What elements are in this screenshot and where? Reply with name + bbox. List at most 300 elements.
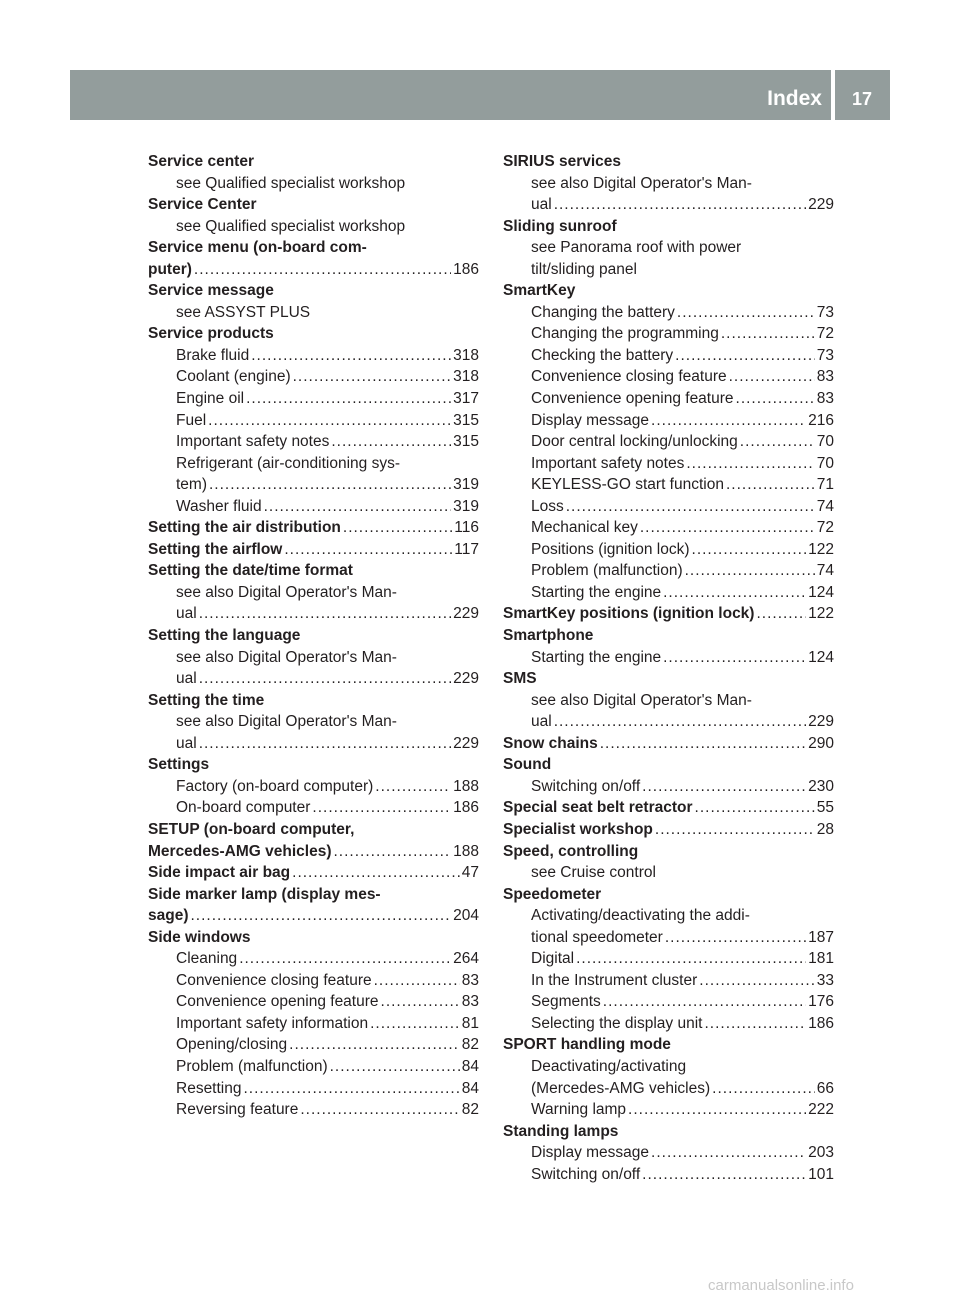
entry-text: Mechanical key: [531, 519, 638, 537]
index-entry: [503, 754, 834, 776]
index-subentry: [503, 453, 834, 475]
index-entry: [148, 819, 479, 841]
index-subentry: [503, 711, 834, 733]
entry-text: ual: [176, 670, 197, 688]
entry-text: Sound: [503, 756, 552, 774]
entry-text: Starting the engine: [531, 583, 662, 601]
leader-dots: [628, 1099, 806, 1121]
entry-text: Speed, controlling: [503, 842, 639, 860]
page-reference[interactable]: 229: [808, 196, 834, 214]
index-entry: [148, 151, 479, 173]
entry-text: SmartKey positions (ignition lock): [503, 605, 755, 623]
page-reference[interactable]: 204: [453, 907, 479, 925]
leader-dots: [334, 841, 452, 863]
index-entry: [503, 1121, 834, 1143]
index-subentry: [503, 345, 834, 367]
index-subentry: [148, 668, 479, 690]
entry-text: ual: [531, 196, 552, 214]
entry-text: Digital: [531, 950, 575, 968]
entry-text: see also Digital Operator's Man-: [531, 174, 752, 192]
page-reference[interactable]: 188: [453, 842, 479, 860]
leader-dots: [640, 517, 815, 539]
index-subentry: [148, 1078, 479, 1100]
entry-text: see ASSYST PLUS: [176, 303, 311, 321]
index-subentry: [503, 1056, 834, 1078]
leader-dots: [199, 668, 451, 690]
entry-text: Important safety information: [176, 1014, 369, 1032]
page-reference[interactable]: 84: [461, 1079, 479, 1097]
leader-dots: [251, 345, 451, 367]
entry-text: Switching on/off: [531, 777, 641, 795]
index-subentry: [148, 948, 479, 970]
index-subentry: [503, 647, 834, 669]
index-subentry: [503, 366, 834, 388]
index-subentry: [148, 1034, 479, 1056]
index-subentry: [148, 302, 479, 324]
index-entry: [148, 323, 479, 345]
leader-dots: [199, 603, 451, 625]
page-reference[interactable]: 71: [816, 476, 834, 494]
entry-text: see Qualified specialist workshop: [176, 217, 406, 235]
leader-dots: [293, 366, 452, 388]
page-reference[interactable]: 47: [461, 864, 479, 882]
index-subentry: [148, 173, 479, 195]
entry-text: Warning lamp: [531, 1101, 627, 1119]
index-subentry: [503, 1099, 834, 1121]
leader-dots: [194, 259, 451, 281]
index-subentry: [503, 431, 834, 453]
page-reference[interactable]: 82: [461, 1036, 479, 1054]
index-subentry: [148, 388, 479, 410]
page-reference[interactable]: 73: [816, 303, 834, 321]
leader-dots: [576, 948, 806, 970]
index-subentry: [503, 862, 834, 884]
leader-dots: [239, 948, 451, 970]
page-reference[interactable]: 186: [453, 799, 479, 817]
entry-text: Problem (malfunction): [176, 1057, 328, 1075]
index-subentry: [503, 474, 834, 496]
leader-dots: [695, 797, 815, 819]
page-reference[interactable]: 187: [808, 928, 834, 946]
entry-text: Fuel: [176, 411, 207, 429]
page-reference[interactable]: 176: [808, 993, 834, 1011]
index-subentry: [148, 410, 479, 432]
page-reference[interactable]: 124: [808, 583, 834, 601]
page-reference[interactable]: 70: [816, 454, 834, 472]
page-reference[interactable]: 229: [453, 734, 479, 752]
page-reference[interactable]: 319: [453, 497, 479, 515]
index-subentry: [148, 970, 479, 992]
entry-text: Special seat belt retractor: [503, 799, 693, 817]
index-entry: [503, 216, 834, 238]
leader-dots: [692, 539, 807, 561]
entry-text: Setting the air distribution: [148, 519, 341, 537]
entry-text: Speedometer: [503, 885, 602, 903]
entry-text: Standing lamps: [503, 1122, 619, 1140]
page-number: 17: [851, 89, 872, 109]
page-reference[interactable]: 124: [808, 648, 834, 666]
entry-text: Selecting the display unit: [531, 1014, 703, 1032]
page-reference[interactable]: 318: [453, 368, 479, 386]
entry-text: Important safety notes: [176, 433, 330, 451]
page-reference[interactable]: 315: [453, 433, 479, 451]
entry-text: On-board computer: [176, 799, 311, 817]
leader-dots: [208, 410, 451, 432]
page-reference[interactable]: 203: [808, 1144, 834, 1162]
index-subentry: [148, 366, 479, 388]
page-reference[interactable]: 181: [808, 950, 834, 968]
entry-text: Activating/deactivating the addi-: [531, 907, 750, 925]
entry-text: Door central locking/unlocking: [531, 433, 738, 451]
page-reference[interactable]: 83: [816, 390, 834, 408]
entry-text: Brake fluid: [176, 346, 250, 364]
entry-text: Switching on/off: [531, 1165, 641, 1183]
index-entry: [148, 625, 479, 647]
entry-text: Service message: [148, 282, 274, 300]
index-subentry: [503, 776, 834, 798]
index-subentry: [503, 1013, 834, 1035]
entry-text: Specialist workshop: [503, 820, 653, 838]
index-subentry: [503, 970, 834, 992]
entry-text: Setting the airflow: [148, 540, 283, 558]
page-reference[interactable]: 186: [808, 1014, 834, 1032]
index-entry: [503, 841, 834, 863]
entry-text: see also Digital Operator's Man-: [531, 691, 752, 709]
page-reference[interactable]: 188: [453, 777, 479, 795]
entry-text: Mercedes-AMG vehicles): [148, 842, 332, 860]
entry-text: see also Digital Operator's Man-: [176, 648, 397, 666]
index-subentry: [148, 216, 479, 238]
leader-dots: [686, 453, 814, 475]
leader-dots: [642, 1164, 806, 1186]
entry-text: see also Digital Operator's Man-: [176, 713, 397, 731]
entry-text: SPORT handling mode: [503, 1036, 671, 1054]
entry-text: Factory (on-board computer): [176, 777, 374, 795]
index-subentry: [503, 1164, 834, 1186]
leader-dots: [685, 560, 815, 582]
header-bar: [70, 70, 890, 120]
leader-dots: [642, 776, 806, 798]
page-reference[interactable]: 74: [816, 497, 834, 515]
index-subentry: [503, 237, 834, 259]
leader-dots: [300, 1099, 459, 1121]
leader-dots: [651, 1142, 806, 1164]
index-entry: [148, 560, 479, 582]
entry-text: Reversing feature: [176, 1101, 299, 1119]
leader-dots: [663, 582, 806, 604]
entry-text: Refrigerant (air-conditioning sys-: [176, 454, 400, 472]
entry-text: tem): [176, 476, 207, 494]
header-divider: [831, 70, 835, 120]
entry-text: Loss: [531, 497, 564, 515]
entry-text: Important safety notes: [531, 454, 685, 472]
index-column-right: [503, 151, 834, 1185]
leader-dots: [699, 970, 814, 992]
leader-dots: [330, 1056, 460, 1078]
leader-dots: [243, 1078, 459, 1100]
entry-text: Segments: [531, 993, 601, 1011]
leader-dots: [381, 991, 460, 1013]
index-subentry: [503, 259, 834, 281]
index-subentry: [148, 647, 479, 669]
index-subentry: [503, 539, 834, 561]
entry-text: Setting the language: [148, 627, 301, 645]
entry-text: Display message: [531, 1144, 650, 1162]
entry-text: ual: [176, 734, 197, 752]
entry-text: Positions (ignition lock): [531, 540, 690, 558]
index-subentry: [148, 776, 479, 798]
page-reference[interactable]: 55: [816, 799, 834, 817]
index-subentry: [148, 474, 479, 496]
leader-dots: [756, 603, 806, 625]
page-reference[interactable]: 28: [816, 820, 834, 838]
entry-text: Cleaning: [176, 950, 238, 968]
index-subentry: [148, 582, 479, 604]
index-entry: [503, 884, 834, 906]
entry-text: In the Instrument cluster: [531, 971, 698, 989]
page-reference[interactable]: 33: [816, 971, 834, 989]
leader-dots: [292, 862, 460, 884]
page-reference[interactable]: 317: [453, 390, 479, 408]
entry-text: see also Digital Operator's Man-: [176, 583, 397, 601]
entry-text: tilt/sliding panel: [531, 260, 637, 278]
leader-dots: [566, 496, 815, 518]
entry-text: SMS: [503, 670, 537, 688]
index-entry: [503, 733, 834, 755]
index-entry: [503, 151, 834, 173]
page-reference[interactable]: 122: [808, 540, 834, 558]
entry-text: Starting the engine: [531, 648, 662, 666]
entry-text: Resetting: [176, 1079, 242, 1097]
entry-text: Snow chains: [503, 734, 598, 752]
leader-dots: [343, 517, 452, 539]
entry-text: Sliding sunroof: [503, 217, 617, 235]
index-subentry: [148, 733, 479, 755]
index-entry: [503, 603, 834, 625]
entry-text: Settings: [148, 756, 210, 774]
page-reference[interactable]: 83: [816, 368, 834, 386]
entry-text: Setting the time: [148, 691, 265, 709]
index-subentry: [503, 690, 834, 712]
entry-text: Convenience opening feature: [176, 993, 379, 1011]
index-entry: [503, 819, 834, 841]
index-subentry: [503, 410, 834, 432]
leader-dots: [721, 323, 815, 345]
leader-dots: [712, 1078, 815, 1100]
entry-text: Problem (malfunction): [531, 562, 683, 580]
entry-text: Service products: [148, 325, 274, 343]
index-entry: [148, 905, 479, 927]
index-entry: [503, 668, 834, 690]
leader-dots: [289, 1034, 460, 1056]
entry-text: tional speedometer: [531, 928, 663, 946]
page-reference[interactable]: 116: [454, 519, 479, 537]
leader-dots: [600, 733, 806, 755]
entry-text: Engine oil: [176, 390, 245, 408]
entry-text: Changing the programming: [531, 325, 719, 343]
page-reference[interactable]: 264: [453, 950, 479, 968]
index-subentry: [148, 1056, 479, 1078]
leader-dots: [331, 431, 451, 453]
entry-text: sage): [148, 907, 189, 925]
leader-dots: [736, 388, 815, 410]
leader-dots: [704, 1013, 806, 1035]
leader-dots: [677, 302, 815, 324]
page-reference[interactable]: 72: [816, 519, 834, 537]
page-reference[interactable]: 186: [453, 260, 479, 278]
index-subentry: [503, 496, 834, 518]
index-entry: [148, 517, 479, 539]
index-entry: [503, 797, 834, 819]
index-entry: [503, 1034, 834, 1056]
entry-text: Washer fluid: [176, 497, 262, 515]
section-title: Index: [767, 87, 822, 110]
index-subentry: [503, 927, 834, 949]
page-reference[interactable]: 122: [808, 605, 834, 623]
entry-text: KEYLESS-GO start function: [531, 476, 724, 494]
index-entry: [148, 259, 479, 281]
entry-text: Opening/closing: [176, 1036, 288, 1054]
leader-dots: [374, 970, 460, 992]
page-reference[interactable]: 73: [816, 346, 834, 364]
entry-text: Deactivating/activating: [531, 1057, 687, 1075]
index-subentry: [148, 453, 479, 475]
entry-text: Changing the battery: [531, 303, 675, 321]
page-reference[interactable]: 72: [816, 325, 834, 343]
index-subentry: [503, 302, 834, 324]
entry-text: SmartKey: [503, 282, 576, 300]
page-reference[interactable]: 216: [808, 411, 834, 429]
entry-text: Side marker lamp (display mes-: [148, 885, 381, 903]
entry-text: see Panorama roof with power: [531, 239, 742, 257]
index-subentry: [503, 948, 834, 970]
index-entry: [148, 690, 479, 712]
page-reference[interactable]: 81: [461, 1014, 479, 1032]
leader-dots: [665, 927, 806, 949]
entry-text: Side impact air bag: [148, 864, 291, 882]
page-reference[interactable]: 229: [808, 713, 834, 731]
page-reference[interactable]: 83: [461, 971, 479, 989]
page-reference[interactable]: 83: [461, 993, 479, 1011]
entry-text: ual: [531, 713, 552, 731]
index-subentry: [148, 711, 479, 733]
index-entry: [148, 841, 479, 863]
page-reference[interactable]: 101: [808, 1165, 834, 1183]
entry-text: see Cruise control: [531, 864, 656, 882]
entry-text: Side windows: [148, 928, 251, 946]
index-subentry: [503, 905, 834, 927]
entry-text: Setting the date/time format: [148, 562, 353, 580]
index-subentry: [503, 582, 834, 604]
leader-dots: [603, 991, 806, 1013]
index-subentry: [503, 323, 834, 345]
index-entry: [148, 754, 479, 776]
page-reference[interactable]: 318: [453, 346, 479, 364]
index-subentry: [503, 1078, 834, 1100]
index-entry: [148, 280, 479, 302]
leader-dots: [209, 474, 451, 496]
page-reference[interactable]: 117: [454, 540, 479, 558]
index-entry: [148, 194, 479, 216]
entry-text: (Mercedes-AMG vehicles): [531, 1079, 711, 1097]
index-subentry: [148, 431, 479, 453]
page-reference[interactable]: 315: [453, 411, 479, 429]
index-entry: [148, 862, 479, 884]
leader-dots: [675, 345, 815, 367]
index-subentry: [503, 1142, 834, 1164]
page-reference[interactable]: 229: [453, 605, 479, 623]
index-entry: [148, 884, 479, 906]
entry-text: SIRIUS services: [503, 153, 622, 170]
leader-dots: [554, 194, 806, 216]
leader-dots: [370, 1013, 460, 1035]
index-subentry: [148, 345, 479, 367]
entry-text: Service Center: [148, 196, 257, 214]
index-entry: [503, 625, 834, 647]
leader-dots: [246, 388, 451, 410]
index-subentry: [503, 560, 834, 582]
leader-dots: [726, 474, 815, 496]
leader-dots: [375, 776, 451, 798]
leader-dots: [191, 905, 452, 927]
leader-dots: [740, 431, 815, 453]
page-reference[interactable]: 222: [808, 1101, 834, 1119]
page-reference[interactable]: 290: [808, 734, 834, 752]
page-reference[interactable]: 70: [816, 433, 834, 451]
leader-dots: [651, 410, 806, 432]
leader-dots: [554, 711, 806, 733]
index-entry: [503, 280, 834, 302]
entry-text: ual: [176, 605, 197, 623]
index-subentry: [148, 991, 479, 1013]
page-reference[interactable]: 84: [461, 1057, 479, 1075]
page-reference[interactable]: 74: [816, 562, 834, 580]
leader-dots: [663, 647, 806, 669]
entry-text: Service center: [148, 153, 254, 170]
entry-text: Checking the battery: [531, 346, 674, 364]
index-subentry: [148, 797, 479, 819]
index-subentry: [148, 1099, 479, 1121]
index-subentry: [503, 991, 834, 1013]
page-reference[interactable]: 319: [453, 476, 479, 494]
entry-text: Service menu (on-board com-: [148, 239, 367, 257]
entry-text: Coolant (engine): [176, 368, 291, 386]
leader-dots: [312, 797, 451, 819]
entry-text: Convenience closing feature: [531, 368, 727, 386]
entry-text: Display message: [531, 411, 650, 429]
leader-dots: [264, 496, 452, 518]
page-reference[interactable]: 66: [816, 1079, 834, 1097]
index-subentry: [503, 194, 834, 216]
leader-dots: [655, 819, 815, 841]
index-column-left: [148, 151, 479, 1121]
leader-dots: [729, 366, 815, 388]
page-reference[interactable]: 230: [808, 777, 834, 795]
entry-text: puter): [148, 260, 192, 278]
entry-text: Convenience closing feature: [176, 971, 372, 989]
index-subentry: [148, 1013, 479, 1035]
entry-text: Smartphone: [503, 627, 594, 645]
entry-text: SETUP (on-board computer,: [148, 820, 355, 838]
index-entry: [148, 539, 479, 561]
page-reference[interactable]: 82: [461, 1101, 479, 1119]
index-subentry: [148, 603, 479, 625]
index-subentry: [148, 496, 479, 518]
leader-dots: [199, 733, 451, 755]
entry-text: see Qualified specialist workshop: [176, 174, 406, 192]
page-reference[interactable]: 229: [453, 670, 479, 688]
watermark: carmanualsonline.info: [708, 1277, 854, 1294]
